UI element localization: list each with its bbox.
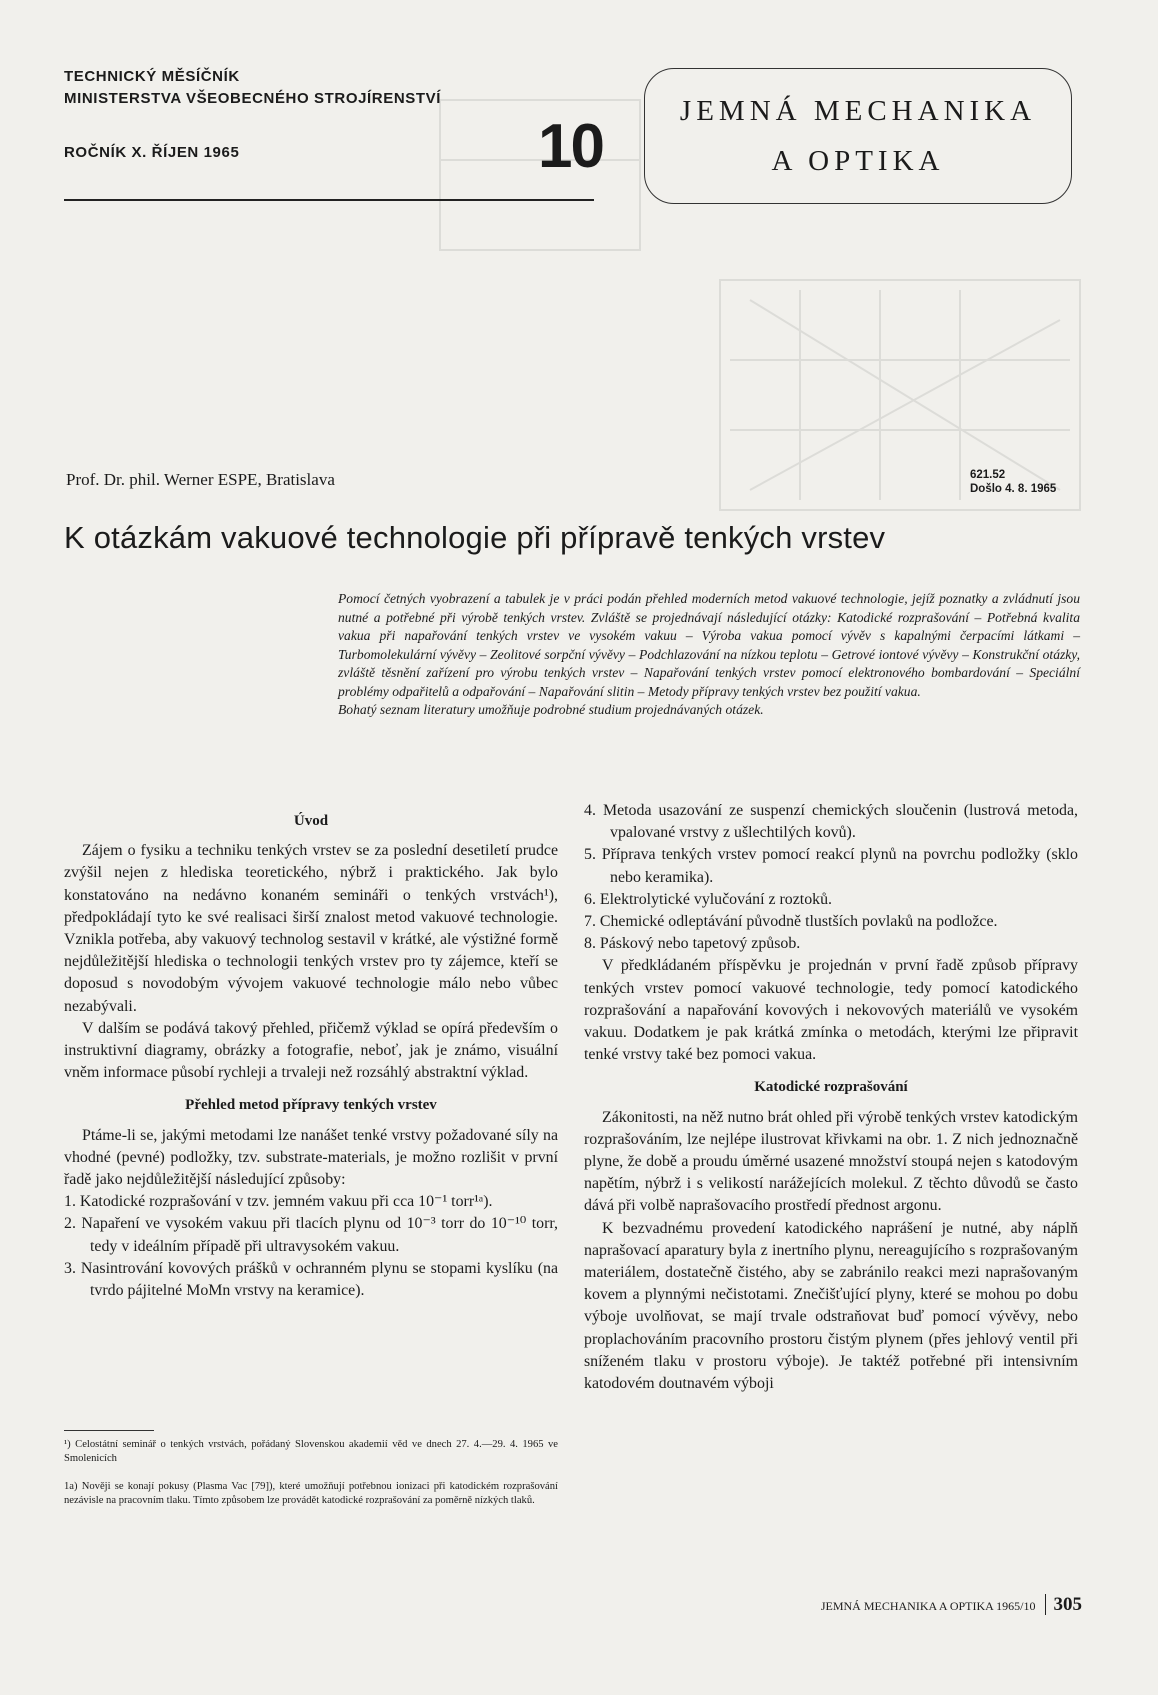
page-number: 305	[1045, 1594, 1083, 1615]
list-item: 1. Katodické rozprašování v tzv. jemném vakuu při cca 10⁻¹ torr¹ᵃ).	[64, 1193, 493, 1211]
section-heading-uvod: Úvod	[293, 813, 329, 829]
list-item: 3. Nasintrování kovových prášků v ochranném plynu se stopami kyslíku (na tvrdo pájitelné MoMn vrstvy na keramice).	[64, 1259, 558, 1300]
udc-block	[970, 468, 1056, 496]
right-column	[584, 800, 1078, 1395]
left-column	[64, 800, 558, 1302]
list-item: 4. Metoda usazování ze suspenzí chemických sloučenin (lustrová metoda, vpalované vrstvy z ušlechtilých kovů).	[584, 802, 1078, 842]
masthead-year: ROČNÍK X. ŘÍJEN 1965	[64, 144, 240, 161]
masthead-rule	[64, 199, 594, 201]
received-date: Došlo 4. 8. 1965	[970, 483, 1057, 495]
journal-title-line1: JEMNÁ MECHANIKA	[679, 95, 1037, 127]
page-footer	[752, 1594, 1082, 1616]
paragraph: Zákonitosti, na něž nutno brát ohled při výrobě tenkých vrstev katodickým rozprašováním, lze nejlépe ilustrovat křivkami na obr. 1. Z nich jednoznačně plyne, že době a proudu úměrné usazené množství stoupá nejen s katodovým napětím, nýbrž i s velikostí narážejících molekul. Z těchto důvodů se často dává při volbě naprašovacího prostředí přednost argonu.	[584, 1108, 1078, 1215]
paragraph: V předkládaném příspěvku je projednán v první řadě způsob přípravy tenkých vrstev pomocí vakuové technologie, tedy pomocí katodického rozprašování a napařování kovových i nekovových materiálů ve vysokém vakuu. Dodatkem je pak krátká zmínka o metodách, kterými lze připravit tenké vrstvy také bez pomoci vakua.	[584, 957, 1078, 1064]
masthead	[64, 66, 604, 164]
paragraph: Ptáme-li se, jakými metodami lze nanášet tenké vrstvy požadované síly na vhodné (pevné) podložky, tzv. substrate-materials, je možno rozlišit v první řadě jako nejdůležitější následující způsoby:	[64, 1126, 558, 1189]
section-heading-katodicke: Katodické rozprašování	[754, 1079, 908, 1096]
list-item: 7. Chemické odleptávání původně tlustších povlaků na podložce.	[584, 913, 998, 931]
list-item: 2. Napaření ve vysokém vakuu při tlacích plynu od 10⁻³ torr do 10⁻¹⁰ torr, tedy v ideálním případě při ultravysokém vakuu.	[64, 1215, 558, 1255]
udc-code: 621.52	[970, 469, 1006, 481]
list-item: 5. Příprava tenkých vrstev pomocí reakcí plynů na povrchu podložky (sklo nebo keramika).	[584, 846, 1078, 886]
footnote-rule	[64, 1430, 154, 1431]
list-item: 6. Elektrolytické vylučování z roztoků.	[584, 890, 832, 908]
abstract	[338, 590, 1080, 720]
footnote-1a: 1a) Nověji se konají pokusy (Plasma Vac [79]), které umožňují potřebnou ionizaci při katodickém rozprašování nezávisle na pracovním tlaku. Tímto způsobem lze provádět katodické rozprašování za poměrně nízkých tlaků.	[64, 1481, 558, 1506]
journal-title-box	[644, 68, 1072, 204]
abstract-paragraph: Pomocí četných vyobrazení a tabulek je v práci podán přehled moderních metod vakuové technologie, jejíž poznatky a zvládnutí jsou nutné a potřebné při výrobě tenkých vrstev. Zvláště se projednávají následující otázky: Katodické rozprašování – Potřebná kvalita vakua při napařování tenkých vrstev ve vysokém vakuu – Výroba vakua pomocí vývěv s kapalnými čerpacími látkami – Turbomolekulární vývěvy – Zeolitové sorpční vývěvy – Podchlazování na nízkou teplotu – Getrové iontové vývěvy – Konstrukční otázky, zvláště těsnění zařízení pro výrobu tenkých vrstev – Napařování tenkých vrstev pomocí elektronového bombardování – Speciální problémy odpařitelů a odpařování – Napařování slitin – Metody přípravy tenkých vrstev bez použití vakua.	[338, 591, 1080, 699]
abstract-paragraph: Bohatý seznam literatury umožňuje podrobné studium projednávaných otázek.	[338, 702, 764, 717]
article-title: K otázkám vakuové technologie při přípravě tenkých vrstev	[64, 520, 886, 555]
issue-number: 10	[538, 112, 603, 181]
section-heading-prehled: Přehled metod přípravy tenkých vrstev	[185, 1097, 437, 1114]
masthead-line1: TECHNICKÝ MĚSÍČNÍK	[64, 68, 240, 85]
masthead-line2: MINISTERSTVA VŠEOBECNÉHO STROJÍRENSTVÍ	[64, 90, 442, 107]
paragraph: V dalším se podává takový přehled, přičemž výklad se opírá především o instruktivní diagramy, obrázky a fotografie, neboť, jak je známo, visuální vněm informace působí rychleji a trvaleji než rozsáhlý abstraktní výklad.	[64, 1019, 558, 1082]
journal-title-line2: A OPTIKA	[771, 145, 945, 177]
author-line: Prof. Dr. phil. Werner ESPE, Bratislava	[66, 470, 335, 489]
paragraph: Zájem o fysiku a techniku tenkých vrstev se za poslední desetiletí prudce zvýšil nejen z hlediska teoretického, nýbrž i praktického. Jak bylo konstatováno na nedávno konaném semináři o tenkých vrstvách¹), předpokládají tyto ke své realisaci širší znalost metod vakuové technologie. Vznikla potřeba, aby vakuový technolog sestavil v krátké, ale výstižné formě nejdůležitější hlediska o technologii tenkých vrstev pro ty zájemce, kteří se doposud s novodobým vývojem vakuové technologie málo nebo vůbec nezabývali.	[64, 842, 558, 1015]
paragraph: K bezvadnému provedení katodického naprášení je nutné, aby náplň naprašovací aparatury byla z inertního plynu, nereagujícího s rozprašovaným materiálem, dostatečně čistého, aby se zabránilo reakci mezi naprašovaným kovem a plynnými nečistotami. Znečišťující plyny, které se mohou po dobu výboje uvolňovat, se mají trvale odstraňovat buď pomocí vývěvy, nebo proplachováním pracovního prostoru čistým plynem (přes jehlový ventil při sníženém tlaku v prostoru výboje). Je taktéž potřebné při intensivním katodovém doutnavém výboji	[584, 1219, 1078, 1393]
footer-journal: JEMNÁ MECHANIKA A OPTIKA 1965/10	[820, 1599, 1036, 1613]
footnote-1: ¹) Celostátní seminář o tenkých vrstvách, pořádaný Slovenskou akademií věd ve dnech 27. 4.—29. 4. 1965 ve Smolenicích	[64, 1439, 558, 1464]
list-item: 8. Páskový nebo tapetový způsob.	[584, 935, 801, 953]
